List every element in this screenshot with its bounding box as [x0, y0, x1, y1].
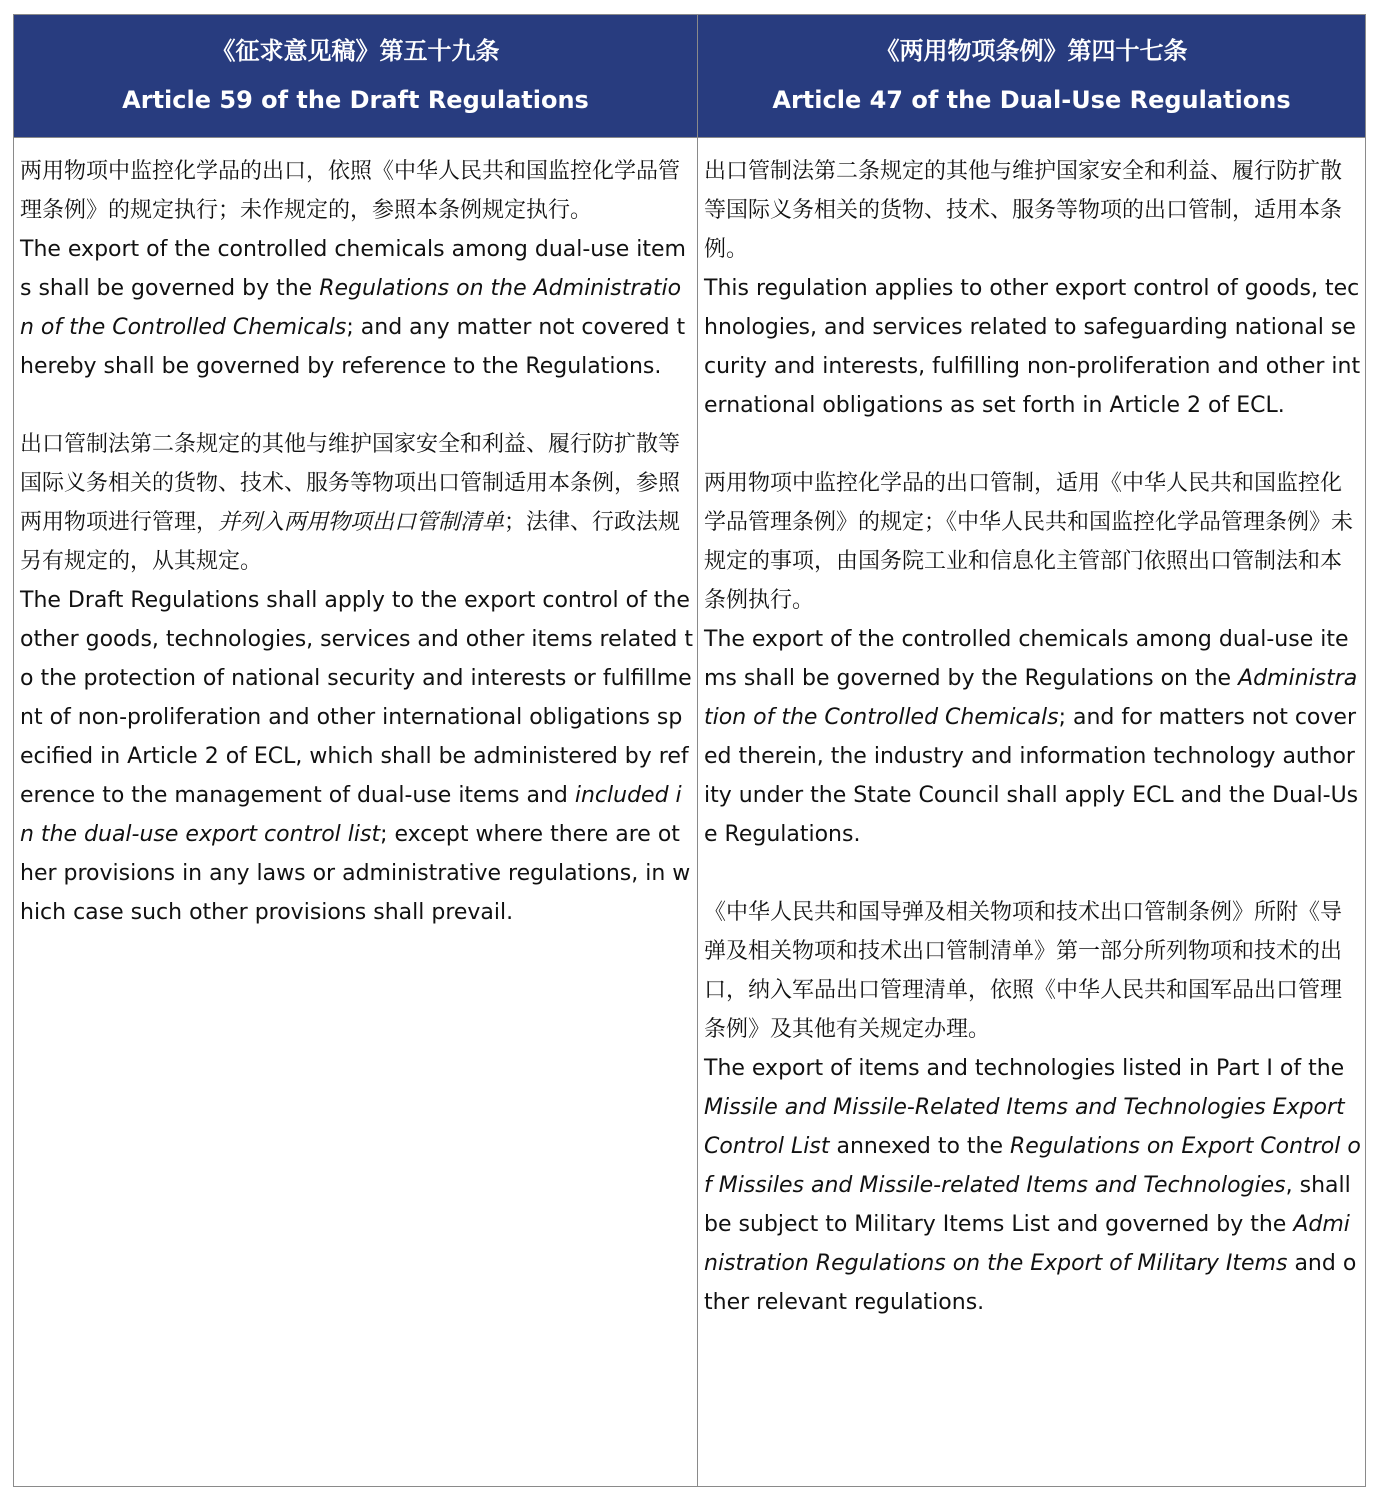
right-cell: [698, 138, 1366, 1487]
left-p2-en-italic: included in the dual-use export control list: [20, 783, 682, 847]
right-p3-en-italic-1: Missile and Missile-Related Items and Technologies Export Control List: [704, 1095, 1345, 1159]
right-p3-en-text: The export of items and technologies listed in Part I of the: [704, 1056, 1345, 1081]
header-right-title-zh: 《两用物项条例》第四十七条: [875, 37, 1188, 65]
left-cell: [14, 138, 698, 1487]
left-p1-en-text-end: ; and any matter not covered thereby shall be governed by reference to the Regulations.: [20, 315, 686, 379]
left-p2-en-text-end: ; except where there are other provisions in any laws or administrative regulations, in which case such other provisions shall prevail.: [20, 822, 691, 925]
header-left: [14, 15, 698, 138]
header-right-title-en: Article 47 of the Dual-Use Regulations: [772, 86, 1291, 114]
header-left-title-en: Article 59 of the Draft Regulations: [122, 86, 589, 114]
right-p1-en: This regulation applies to other export control of goods, technologies, and services related to safeguarding national security and interests, fulfilling non-proliferation and other international obligations as set forth in Article 2 of ECL.: [704, 276, 1361, 418]
left-p2-zh: [20, 425, 693, 581]
header-right: [698, 15, 1366, 138]
right-p2-en-text: The export of the controlled chemicals among dual-use items shall be governed by the Regulations on the: [704, 627, 1349, 691]
right-p3-zh: 《中华人民共和国导弹及相关物项和技术出口管制条例》所附《导弹及相关物项和技术出口管制清单》第一部分所列物项和技术的出口，纳入军品出口管理清单，依照《中华人民共和国军品出口管理条例》及其他有关规定办理。: [704, 900, 1343, 1042]
right-p3-en-italic-3: Administration Regulations on the Export of Military Items: [704, 1212, 1350, 1276]
right-p3-en-text-2: annexed to the: [829, 1134, 1010, 1159]
header-row: [14, 15, 1366, 138]
content-row: [14, 138, 1366, 1487]
right-p3-en: [704, 1049, 1361, 1322]
left-p1-en-text: The export of the controlled chemicals among dual-use items shall be governed by the: [20, 237, 686, 301]
right-p2-en-italic: Administration of the Controlled Chemicals: [704, 666, 1358, 730]
left-p2-zh-italic: 并列入两用物项出口管制清单: [218, 510, 505, 535]
paragraph-gap: [704, 854, 1361, 893]
right-p2-en-text-end: ; and for matters not covered therein, the industry and information technology authority under the State Council shall apply ECL and the Dual-Use Regulations.: [704, 705, 1359, 847]
left-p2-en: [20, 581, 693, 932]
left-p1-en-italic: Regulations on the Administration of the Controlled Chemicals: [20, 276, 682, 340]
left-p2-zh-text: 出口管制法第二条规定的其他与维护国家安全和利益、履行防扩散等国际义务相关的货物、技术、服务等物项出口管制适用本条例，参照两用物项进行管理，: [20, 432, 681, 535]
right-p2-en: [704, 620, 1361, 854]
left-p2-zh-text-end: ；法律、行政法规另有规定的，从其规定。: [20, 510, 681, 574]
right-p3-en-text-end: and other relevant regulations.: [704, 1251, 1357, 1315]
comparison-table: [13, 14, 1366, 1487]
right-p2-zh: 两用物项中监控化学品的出口管制，适用《中华人民共和国监控化学品管理条例》的规定；《中华人民共和国监控化学品管理条例》未规定的事项，由国务院工业和信息化主管部门依照出口管制法和本条例执行。: [704, 471, 1354, 613]
paragraph-gap: [20, 386, 693, 425]
left-p1-en: [20, 230, 693, 386]
header-left-title-zh: 《征求意见稿》第五十九条: [211, 37, 500, 65]
right-p1-zh: 出口管制法第二条规定的其他与维护国家安全和利益、履行防扩散等国际义务相关的货物、技术、服务等物项的出口管制，适用本条例。: [704, 159, 1343, 262]
right-p3-en-italic-2: Regulations on Export Control of Missiles and Missile-related Items and Technologies: [704, 1134, 1361, 1198]
right-p3-en-text-3: , shall be subject to Military Items List and governed by the: [704, 1173, 1351, 1237]
left-p1-zh: 两用物项中监控化学品的出口，依照《中华人民共和国监控化学品管理条例》的规定执行；未作规定的，参照本条例规定执行。: [20, 159, 681, 223]
left-p2-en-text: The Draft Regulations shall apply to the export control of the other goods, technologies, services and other items related to the protection of national security and interests or fulfillment of non-proliferation and other international obligations specified in Article 2 of ECL, which shall be administered by reference to the management of dual-use items and: [20, 588, 693, 808]
paragraph-gap: [704, 425, 1361, 464]
